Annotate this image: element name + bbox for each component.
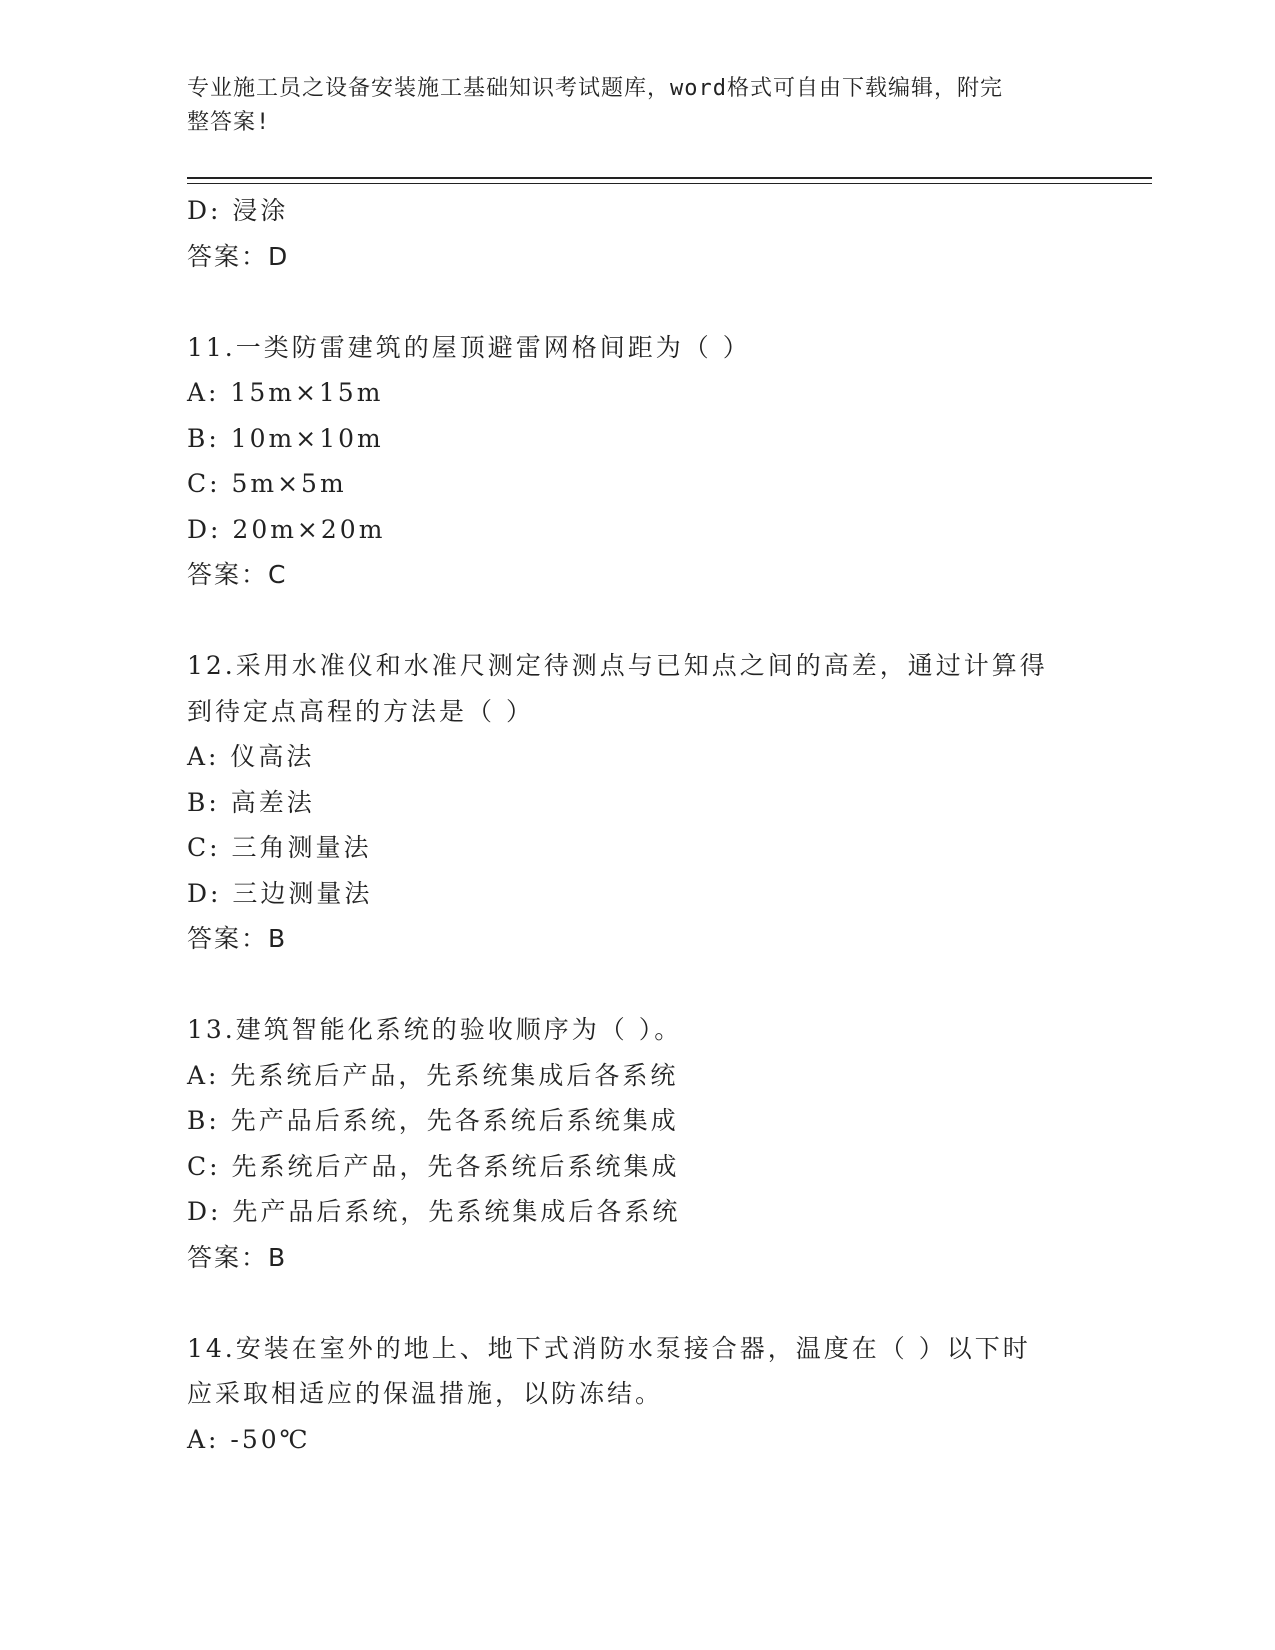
spacer: [187, 279, 1087, 325]
question-12: [187, 643, 1087, 962]
question-stem-continued: 到待定点高程的方法是（ ）: [187, 696, 534, 726]
question-stem-continued: 应采取相适应的保温措施，以防冻结。: [187, 1379, 664, 1408]
spacer: [187, 1280, 1087, 1326]
option-d: D: 浸涂: [187, 196, 289, 225]
document-header: [187, 72, 1087, 140]
question-list: [187, 188, 1087, 1462]
question-stem: 14.安装在室外的地上、地下式消防水泵接合器，温度在（ ）以下时: [187, 1333, 1031, 1363]
header-line-2: 整答案!: [187, 110, 271, 135]
option-a: A: 仪高法: [187, 742, 315, 771]
option-d: D: 三边测量法: [187, 878, 373, 908]
spacer: [187, 598, 1087, 644]
answer: 答案：B: [187, 1242, 288, 1272]
option-d: D: 20m×20m: [187, 514, 386, 544]
option-a: A: 先系统后产品，先系统集成后各系统: [187, 1060, 679, 1090]
option-c: C: 三角测量法: [187, 833, 372, 862]
option-b: B: 高差法: [187, 787, 315, 817]
question-14: [187, 1326, 1087, 1463]
question-stem: 13.建筑智能化系统的验收顺序为（ ）。: [187, 1015, 683, 1044]
header-divider-thick: [187, 177, 1152, 179]
answer: 答案：C: [187, 560, 288, 589]
option-a: A: 15m×15m: [187, 378, 384, 407]
option-b: B: 10m×10m: [187, 423, 384, 453]
option-a: A: -50℃: [187, 1424, 311, 1454]
option-c: C: 先系统后产品，先各系统后系统集成: [187, 1151, 680, 1181]
header-line-1: 专业施工员之设备安装施工基础知识考试题库，word格式可自由下载编辑，附完: [187, 76, 1003, 101]
answer: 答案：B: [187, 924, 288, 953]
option-b: B: 先产品后系统，先各系统后系统集成: [187, 1106, 679, 1135]
spacer: [187, 962, 1087, 1008]
answer: 答案：D: [187, 241, 290, 271]
header-divider-thin: [187, 183, 1152, 184]
option-c: C: 5m×5m: [187, 469, 347, 498]
question-stem: 12.采用水准仪和水准尺测定待测点与已知点之间的高差，通过计算得: [187, 651, 1048, 680]
option-d: D: 先产品后系统，先系统集成后各系统: [187, 1197, 681, 1226]
question-11: [187, 325, 1087, 598]
question-stem: 11.一类防雷建筑的屋顶避雷网格间距为（ ）: [187, 332, 751, 362]
question-13: [187, 1007, 1087, 1280]
